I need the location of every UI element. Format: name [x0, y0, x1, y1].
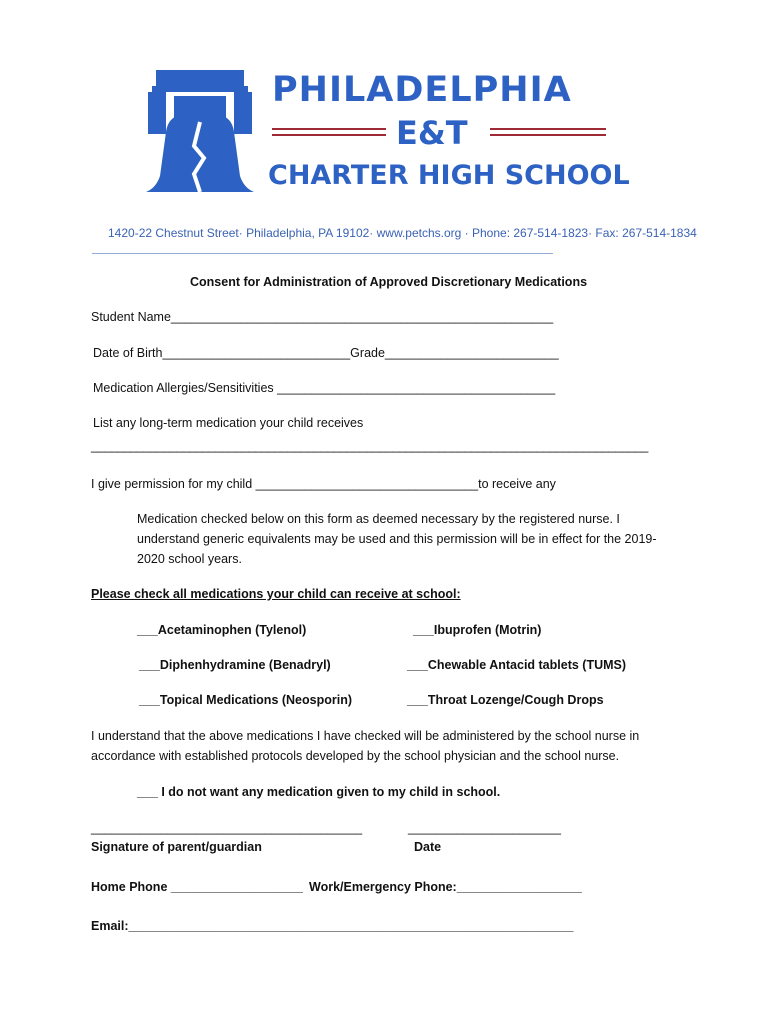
medication-topical[interactable]: ___Topical Medications (Neosporin) — [139, 693, 353, 707]
medication-diphenhydramine[interactable]: ___Diphenhydramine (Benadryl) — [139, 658, 331, 672]
long-term-medication-label: List any long-term medication your child receives — [93, 416, 364, 430]
date-line[interactable]: ______________________ — [408, 821, 561, 835]
logo-et: E&T — [396, 114, 468, 152]
logo-rule-left-bottom — [272, 134, 386, 136]
logo-philadelphia: PHILADELPHIA — [272, 70, 572, 110]
logo-rule-right-bottom — [490, 134, 606, 136]
long-term-medication-line[interactable]: _____________________________________________________________________________________ — [91, 439, 648, 453]
date-label: Date — [414, 840, 442, 854]
medication-lozenge[interactable]: ___Throat Lozenge/Cough Drops — [407, 693, 604, 707]
check-medications-heading: Please check all medications your child can receive at school: — [91, 587, 461, 601]
header-separator: _______________________________________________________________________________________________________________ — [92, 245, 553, 254]
home-phone-field[interactable]: Home Phone ___________________ — [91, 880, 303, 894]
form-title: Consent for Administration of Approved Discretionary Medications — [190, 275, 588, 289]
school-contact-info: 1420-22 Chestnut Street· Philadelphia, PA 19102· www.petchs.org · Phone: 267-514-1823· Fax: 267-514-1834 — [108, 226, 697, 240]
signature-line[interactable]: _______________________________________ — [91, 821, 363, 835]
medication-antacid[interactable]: ___Chewable Antacid tablets (TUMS) — [407, 658, 627, 672]
logo-charter-high-school: CHARTER HIGH SCHOOL — [268, 160, 630, 191]
student-name-field[interactable]: Student Name_______________________________________________________ — [91, 310, 554, 324]
permission-statement[interactable]: I give permission for my child ________________________________to receive any — [91, 477, 556, 491]
school-logo — [140, 66, 630, 198]
logo-rule-left-top — [272, 128, 386, 130]
liberty-bell-icon — [140, 66, 260, 198]
medication-acetaminophen[interactable]: ___Acetaminophen (Tylenol) — [137, 623, 307, 637]
understand-statement: I understand that the above medications I have checked will be administered by the school nurse in accordance with established protocols developed by the school physician and the school nurse. — [91, 729, 640, 763]
dob-grade-field[interactable]: Date of Birth___________________________Grade_________________________ — [93, 346, 559, 360]
no-medication-option[interactable]: ___ I do not want any medication given to my child in school. — [137, 785, 501, 799]
logo-rule-right-top — [490, 128, 606, 130]
allergies-field[interactable]: Medication Allergies/Sensitivities ________________________________________ — [93, 381, 556, 395]
medication-ibuprofen[interactable]: ___Ibuprofen (Motrin) — [413, 623, 542, 637]
work-phone-field[interactable]: Work/Emergency Phone:__________________ — [309, 880, 582, 894]
signature-label: Signature of parent/guardian — [91, 840, 262, 854]
email-field[interactable]: Email:________________________________________________________________ — [91, 919, 574, 933]
permission-continued: Medication checked below on this form as deemed necessary by the registered nurse. I understand generic equivalents may be used and this permission will be in effect for the 2019-2020 school years. — [137, 512, 657, 566]
